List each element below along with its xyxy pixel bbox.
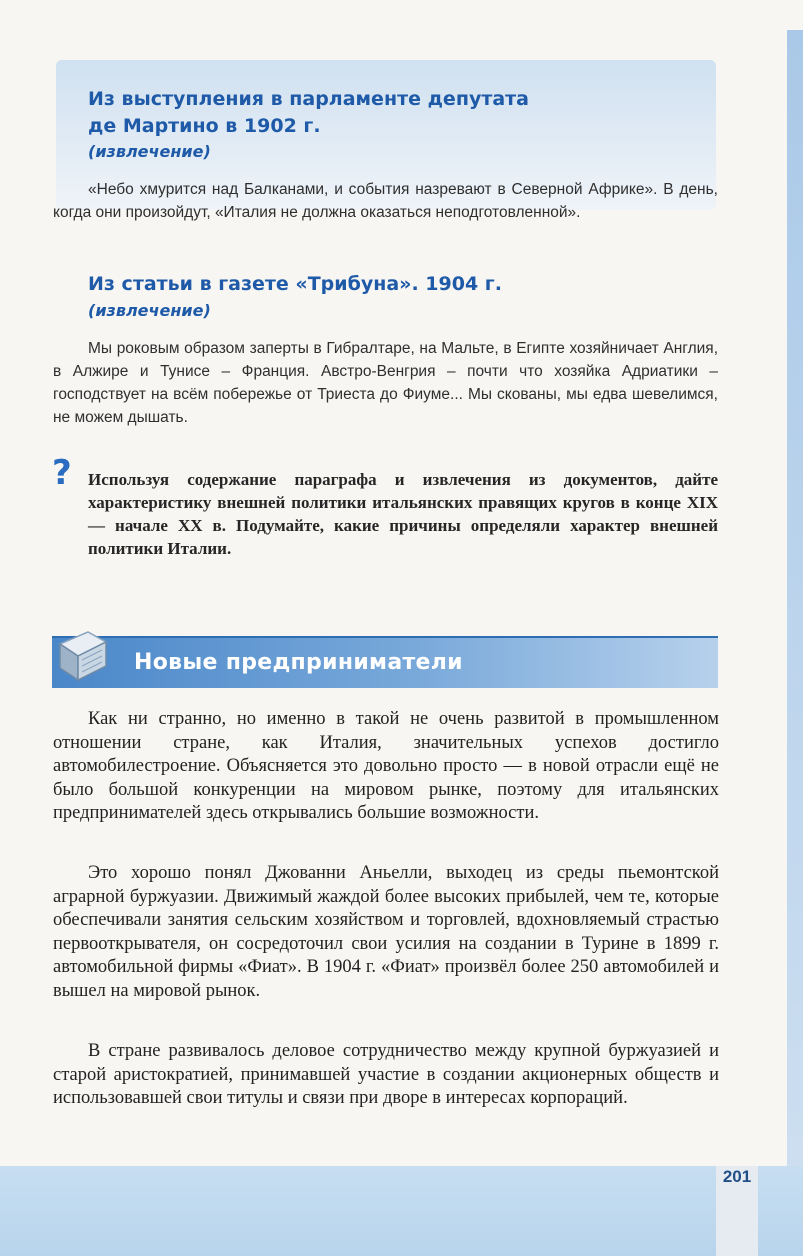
question-mark-icon: ?	[52, 453, 72, 493]
source1-text: «Небо хмурится над Балканами, и события назревают в Северной Африке». В день, когда они произойдут, «Италия не должна оказаться неподготовленной».	[53, 181, 718, 221]
page-number: 201	[722, 1167, 752, 1186]
right-edge-strip	[787, 30, 803, 1256]
source2-text: Мы роковым образом заперты в Гибралтаре, на Мальте, в Египте хозяйничает Англия, в Алжире и Тунисе – Франция. Австро-Венгрия – почти что хозяйка Адриатики – господствует на всём побережье от Триеста до Фиуме... Мы скованы, мы едва шевелимся, не можем дышать.	[53, 340, 718, 426]
source1-subtitle: (извлечение)	[88, 142, 211, 161]
section-paragraph-1: Как ни странно, но именно в такой не очень развитой в промышленном отношении стране, как Италия, значительных успехов достигло автомобилестроение. Объясняется это довольно просто — в новой отрасли ещё не было большой конкуренции на мировом рынке, поэтому для итальянских предпринимателей здесь открывались большие возможности.	[53, 709, 719, 823]
section-title: Новые предприниматели	[134, 650, 463, 675]
book-icon	[54, 626, 110, 686]
source2-subtitle: (извлечение)	[88, 301, 211, 320]
source1-title-line2: де Мартино в 1902 г.	[88, 115, 321, 137]
section-paragraph-2: Это хорошо понял Джованни Аньелли, выходец из среды пьемонтской аграрной буржуазии. Движимый жаждой более высоких прибылей, чем те, которые обеспечивали занятия сельским хозяйством и торговлей, вдохновляемый страстью первооткрывателя, он сосредоточил свои усилия на создании в Турине в 1899 г. автомобильной фирмы «Фиат». В 1904 г. «Фиат» произвёл более 250 автомобилей и вышел на мировой рынок.	[53, 863, 719, 1001]
question-text: Используя содержание параграфа и извлечения из документов, дайте характеристику внешней политики итальянских правящих кругов в конце XIX — начале XX в. Подумайте, какие причины определяли характер внешней политики Италии.	[88, 470, 718, 558]
section-paragraph-3: В стране развивалось деловое сотрудничество между крупной буржуазией и старой аристократией, принимавшей участие в создании акционерных обществ и использовавшей свои титулы и связи при дворе в интересах корпораций.	[53, 1041, 719, 1108]
source1-title-line1: Из выступления в парламенте депутата	[88, 88, 529, 110]
bottom-decorative-band	[0, 1166, 803, 1256]
source2-title: Из статьи в газете «Трибуна». 1904 г.	[88, 273, 502, 295]
